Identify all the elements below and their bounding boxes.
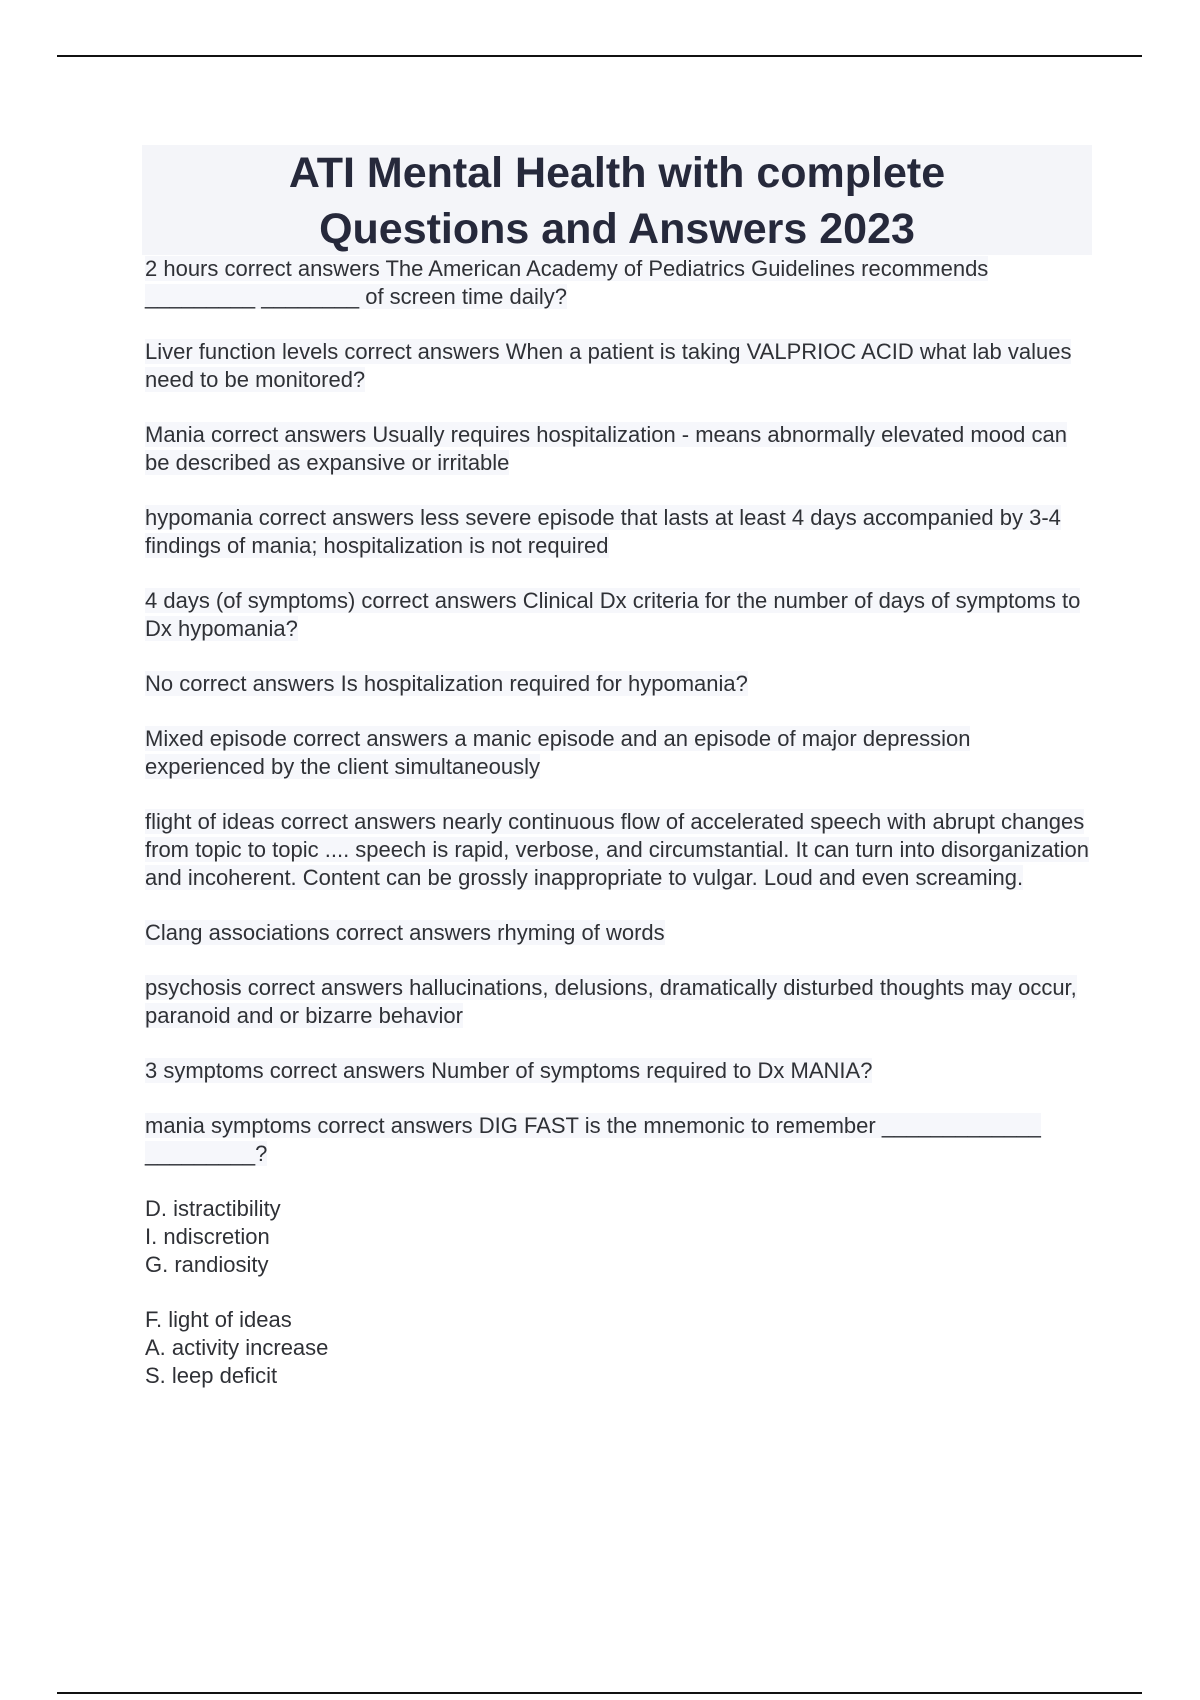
qa-item: Mixed episode correct answers a manic episode and an episode of major depression experienced by the client simultaneously [145,726,971,779]
title-line-1: ATI Mental Health with complete [288,149,946,197]
qa-content [145,255,1090,1417]
mnemonic-line: A. activity increase [145,1335,329,1360]
mnemonic-line: I. ndiscretion [145,1224,270,1249]
qa-item: Mania correct answers Usually requires hospitalization - means abnormally elevated mood can be described as expansive or irritable [145,422,1067,475]
qa-item: 3 symptoms correct answers Number of symptoms required to Dx MANIA? [145,1058,873,1083]
top-rule [57,55,1142,57]
mnemonic-line: S. leep deficit [145,1363,278,1388]
mnemonic-list-fast [145,1306,1090,1390]
mnemonic-line: G. randiosity [145,1252,269,1277]
mnemonic-line: F. light of ideas [145,1307,292,1332]
qa-item: 2 hours correct answers The American Academy of Pediatrics Guidelines recommends _________ ________ of screen time daily? [145,256,989,309]
qa-item: Clang associations correct answers rhyming of words [145,920,665,945]
qa-item: hypomania correct answers less severe episode that lasts at least 4 days accompanied by 3-4 findings of mania; hospitalization is not required [145,505,1061,558]
qa-item: No correct answers Is hospitalization required for hypomania? [145,671,748,696]
qa-item: 4 days (of symptoms) correct answers Clinical Dx criteria for the number of days of symptoms to Dx hypomania? [145,588,1081,641]
qa-item: psychosis correct answers hallucinations, delusions, dramatically disturbed thoughts may occur, paranoid and or bizarre behavior [145,975,1077,1028]
qa-item: Liver function levels correct answers When a patient is taking VALPRIOC ACID what lab values need to be monitored? [145,339,1072,392]
document-title [142,145,1092,255]
mnemonic-line: D. istractibility [145,1196,281,1221]
qa-item: mania symptoms correct answers DIG FAST is the mnemonic to remember _____________ _________? [145,1113,1041,1166]
mnemonic-list-dig [145,1195,1090,1279]
title-line-2: Questions and Answers 2023 [319,205,915,253]
qa-item: flight of ideas correct answers nearly continuous flow of accelerated speech with abrupt changes from topic to topic .... speech is rapid, verbose, and circumstantial. It can turn into disorganization and incoherent. Content can be grossly inappropriate to vulgar. Loud and even screaming. [145,809,1090,890]
bottom-rule [57,1692,1142,1694]
